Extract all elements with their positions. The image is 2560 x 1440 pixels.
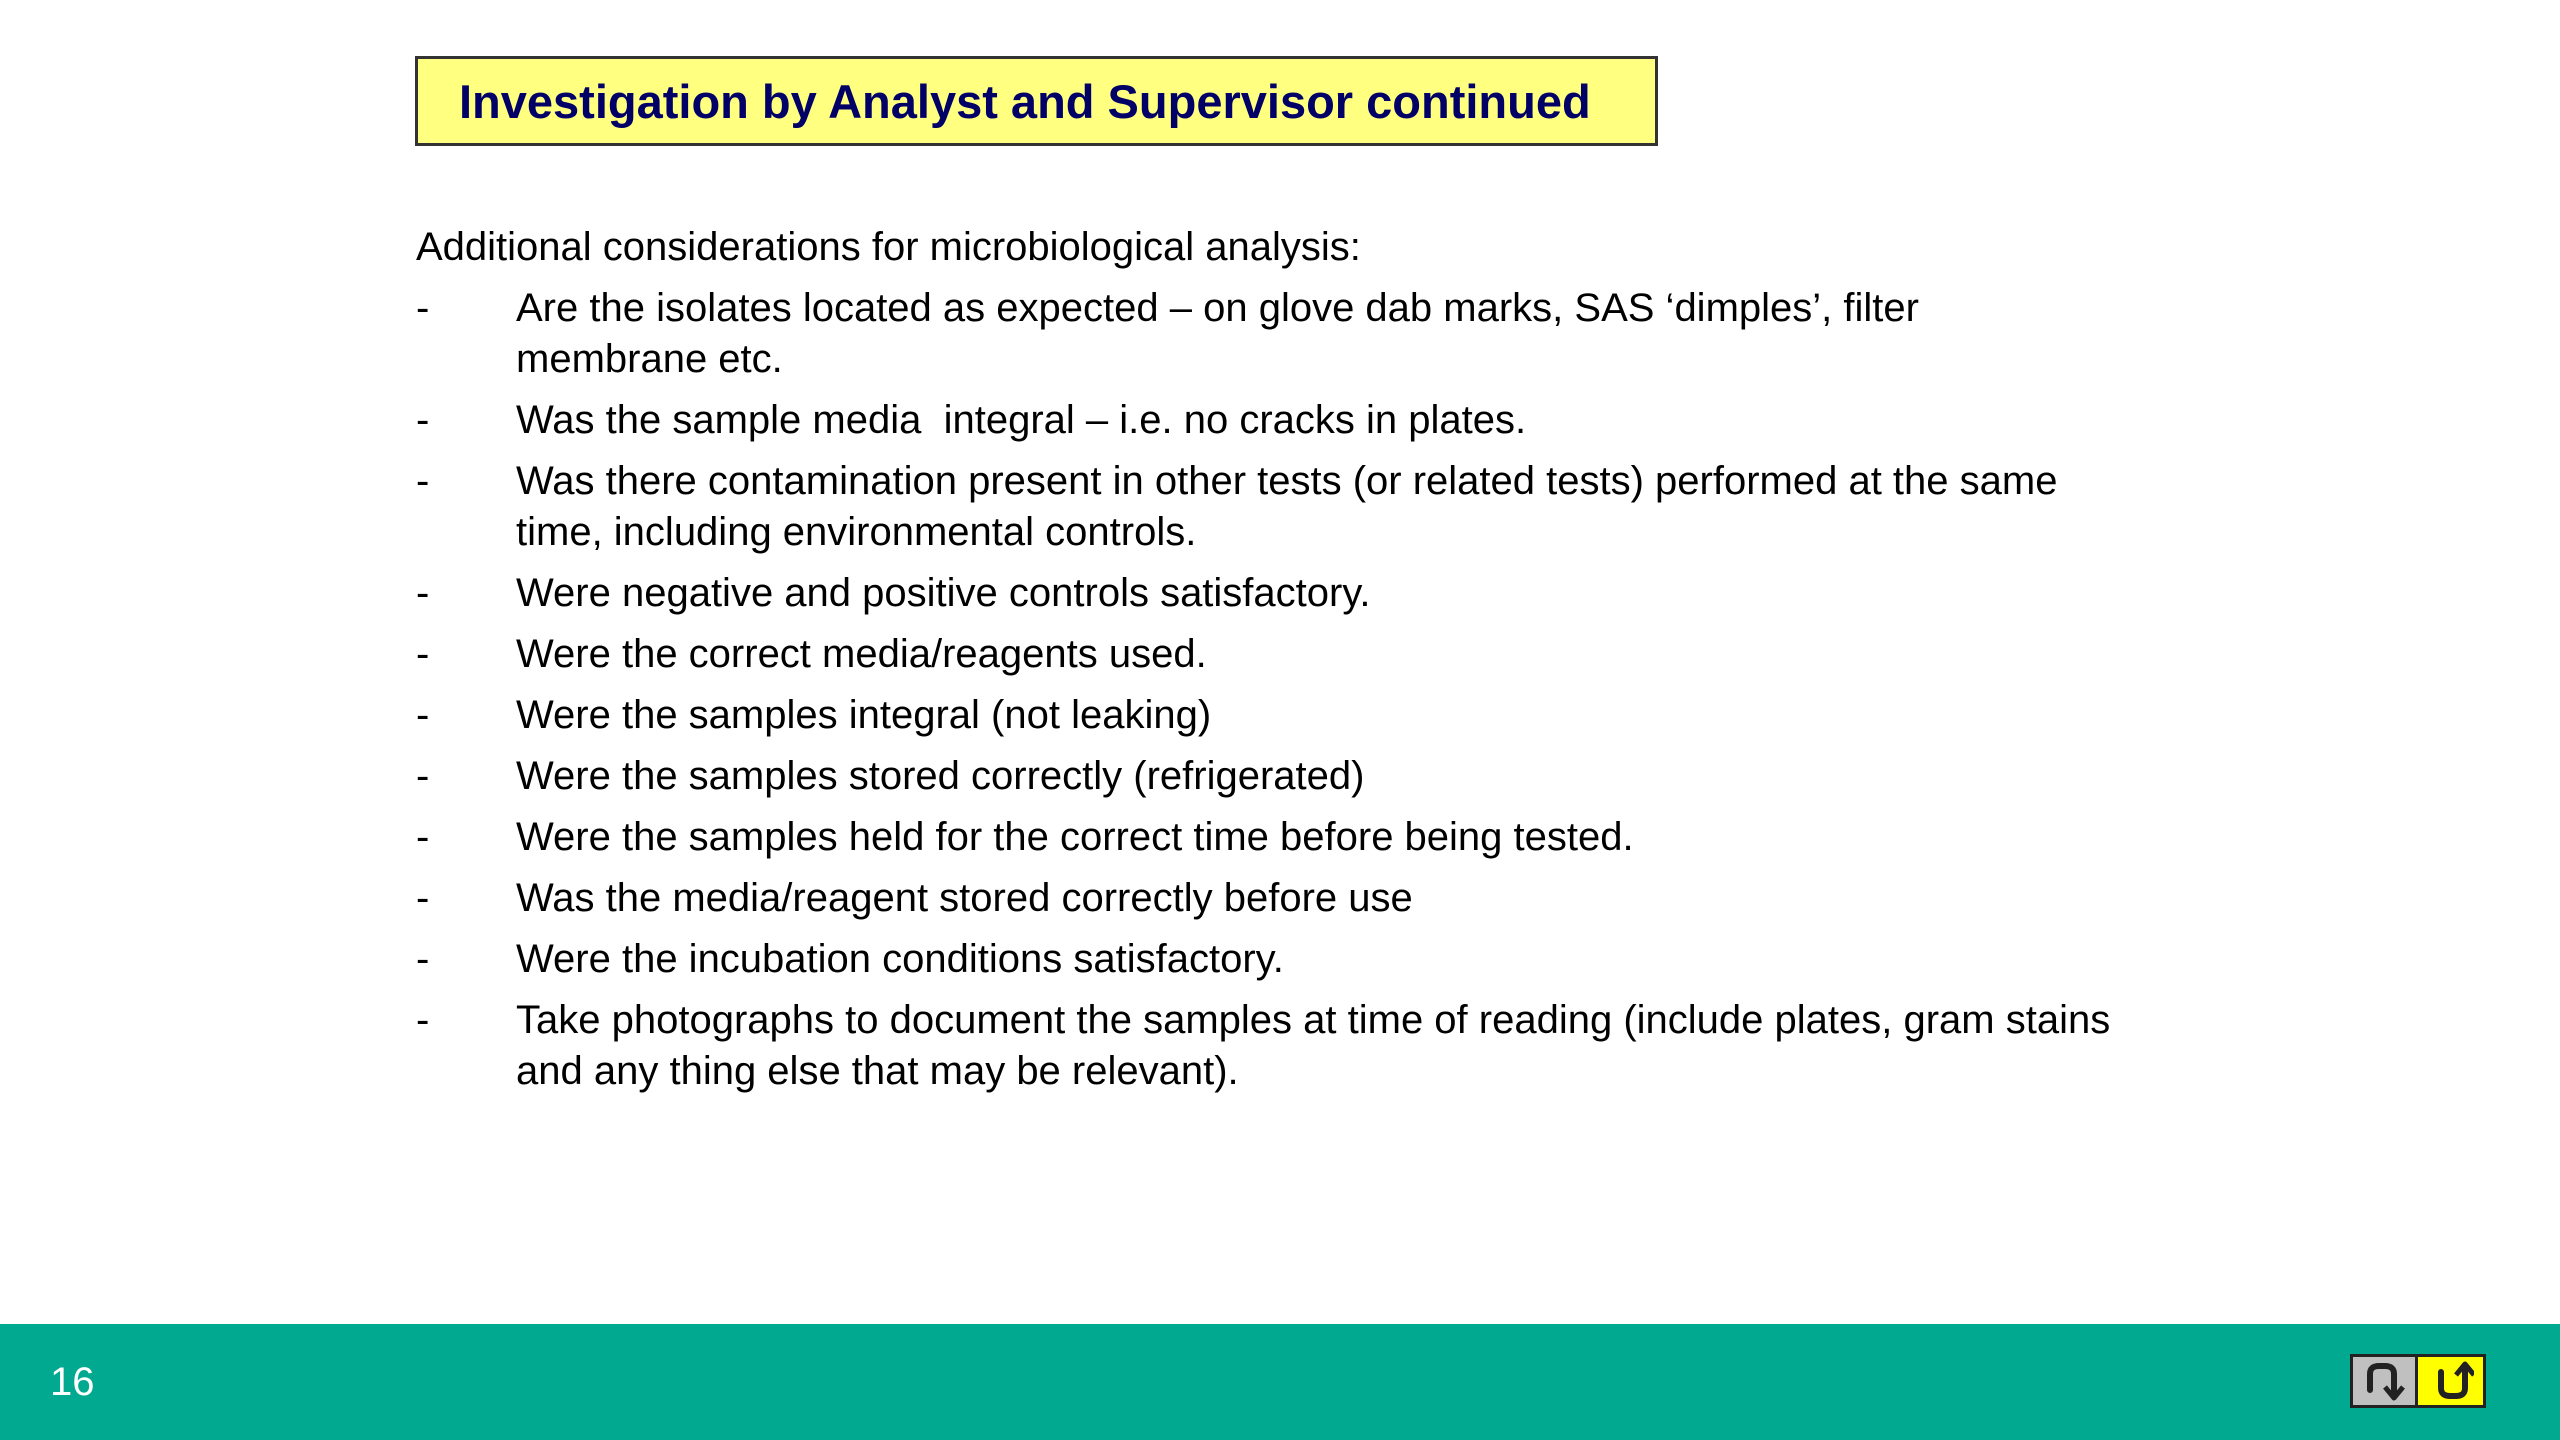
list-item-text: Were the samples integral (not leaking) (516, 693, 1212, 737)
bullet-dash: - (416, 754, 430, 798)
list-item (416, 395, 2116, 446)
list-item-text: Were the samples stored correctly (refrigerated) (516, 754, 1365, 798)
list-item (416, 934, 2116, 985)
list-item-text: Are the isolates located as expected – on glove dab marks, SAS ‘dimples’, filter membrane etc. (516, 286, 1919, 381)
bullet-dash: - (416, 937, 430, 981)
u-turn-forward-icon (2428, 1360, 2474, 1402)
list-item (416, 812, 2116, 863)
list-item (416, 456, 2116, 558)
title-box (415, 56, 1658, 146)
bullet-dash: - (416, 571, 430, 615)
bullet-dash: - (416, 286, 430, 330)
list-item-text: Was the media/reagent stored correctly before use (516, 876, 1413, 920)
list-item (416, 690, 2116, 741)
intro-text: Additional considerations for microbiological analysis: (416, 225, 1361, 269)
list-item (416, 751, 2116, 802)
list-item (416, 283, 2116, 385)
navigation-buttons (2350, 1354, 2486, 1408)
list-item (416, 995, 2116, 1097)
list-item-text: Were the incubation conditions satisfactory. (516, 937, 1284, 981)
list-item-text: Was the sample media integral – i.e. no cracks in plates. (516, 398, 1527, 442)
list-item (416, 873, 2116, 924)
bullet-dash: - (416, 632, 430, 676)
list-item-text: Were the correct media/reagents used. (516, 632, 1207, 676)
page-number: 16 (50, 1360, 95, 1404)
bullet-dash: - (416, 459, 430, 503)
list-item-text: Were negative and positive controls satisfactory. (516, 571, 1371, 615)
footer-bar (0, 1324, 2560, 1440)
u-turn-back-icon (2361, 1360, 2407, 1402)
slide-body (416, 222, 2116, 1107)
list-item (416, 629, 2116, 680)
bullet-dash: - (416, 876, 430, 920)
considerations-list (416, 283, 2116, 1097)
bullet-dash: - (416, 398, 430, 442)
list-item-text: Were the samples held for the correct time before being tested. (516, 815, 1634, 859)
list-item (416, 568, 2116, 619)
back-button[interactable] (2350, 1354, 2418, 1408)
list-item-text: Take photographs to document the samples at time of reading (include plates, gram stains and any thing else that may be relevant). (516, 998, 2111, 1093)
forward-button[interactable] (2418, 1354, 2486, 1408)
bullet-dash: - (416, 815, 430, 859)
slide-title: Investigation by Analyst and Supervisor continued (459, 74, 1591, 128)
bullet-dash: - (416, 693, 430, 737)
bullet-dash: - (416, 998, 430, 1042)
list-item-text: Was there contamination present in other tests (or related tests) performed at the same time, including environmental controls. (516, 459, 2058, 554)
